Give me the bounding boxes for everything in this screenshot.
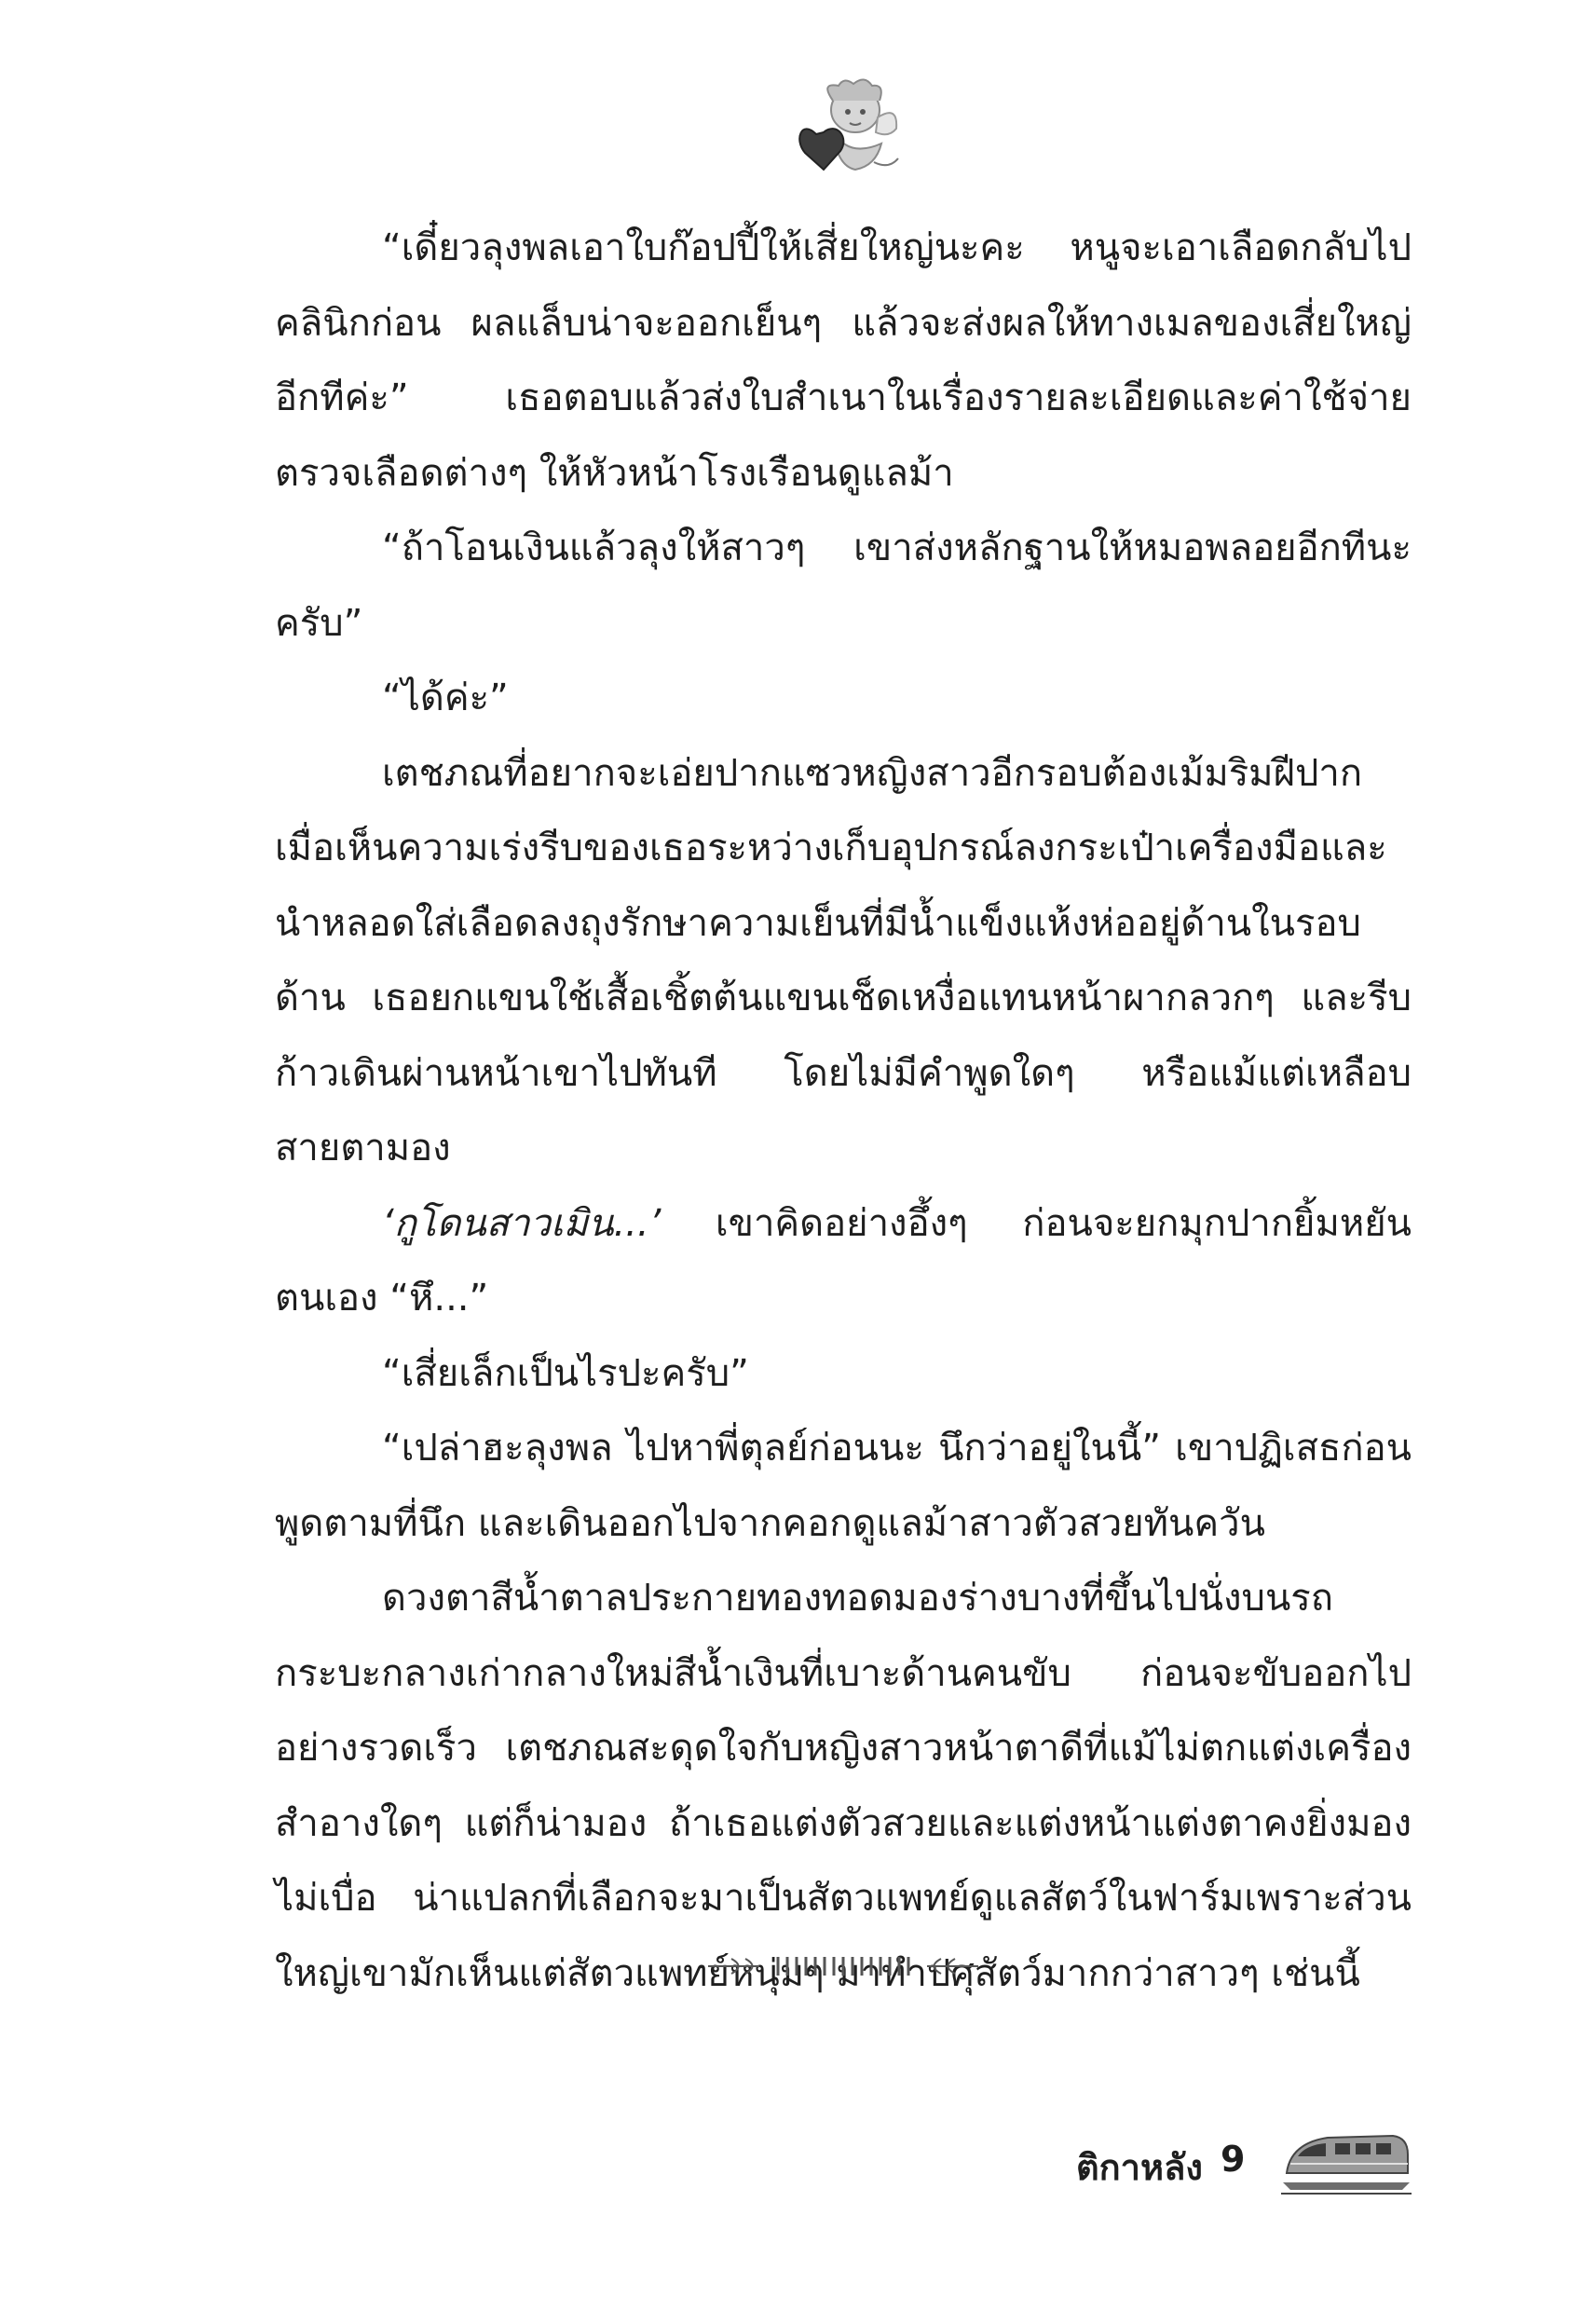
book-title: ติกาหลัง xyxy=(1076,2147,1203,2188)
paragraph-4: เตชภณที่อยากจะเอ่ยปากแซวหญิงสาวอีกรอบต้องเม้มริมฝีปากเมื่อเห็นความเร่งรีบของเธอระหว่างเก็บอุปกรณ์ลงกระเป๋าเครื่องมือและนำหลอดใส่เลือดลงถุงรักษาความเย็นที่มีน้ำแข็งแห้งห่ออยู่ด้านในรอบด้าน เธอยกแขนใช้เสื้อเชิ้ตต้นแขนเช็ดเหงื่อแทนหน้าผากลวกๆ และรีบก้าวเดินผ่านหน้าเขาไปทันที โดยไม่มีคำพูดใดๆ หรือแม้แต่เหลือบสายตามอง xyxy=(275,751,1412,1169)
paragraph-5 xyxy=(275,1186,1412,1336)
paragraph-7: “เปล่าฮะลุงพล ไปหาพี่ตุลย์ก่อนนะ นึกว่าอยู่ในนี้” เขาปฏิเสธก่อนพูดตามที่นึก และเดินออกไปจากคอกดูแลม้าสาวตัวสวยทันควัน xyxy=(275,1427,1412,1545)
paragraph-1: “เดี๋ยวลุงพลเอาใบก๊อปปี้ให้เสี่ยใหญ่นะคะ หนูจะเอาเลือดกลับไปคลินิกก่อน ผลแล็บน่าจะออกเย็นๆ แล้วจะส่งผลให้ทางเมลของเสี่ยใหญ่อีกทีค่ะ” เธอตอบแล้วส่งใบสำเนาในเรื่องรายละเอียดและค่าใช้จ่ายตรวจเลือดต่างๆ ให้หัวหน้าโรงเรือนดูแลม้า xyxy=(275,226,1412,495)
paragraph-5-rest: เขาคิดอย่างอึ้งๆ ก่อนจะยกมุกปากยิ้มหยันตนเอง “หึ...” xyxy=(275,1201,1412,1320)
paragraph-2: “ถ้าโอนเงินแล้วลุงให้สาวๆ เขาส่งหลักฐานให้หมอพลอยอีกทีนะครับ” xyxy=(275,526,1412,645)
paragraph-6: “เสี่ยเล็กเป็นไรปะครับ” xyxy=(382,1351,749,1395)
ornament-divider-icon xyxy=(703,1948,983,1985)
train-icon xyxy=(1281,2126,1412,2196)
inner-thought: ‘กูโดนสาวเมิน...’ xyxy=(382,1201,662,1245)
story-text xyxy=(275,211,1412,2011)
paragraph-3: “ได้ค่ะ” xyxy=(382,677,509,719)
paragraph-8: ดวงตาสีน้ำตาลประกายทองทอดมองร่างบางที่ขึ้นไปนั่งบนรถกระบะกลางเก่ากลางใหม่สีน้ำเงินที่เบาะด้านคนขับ ก่อนจะขับออกไปอย่างรวดเร็ว เตชภณสะดุดใจกับหญิงสาวหน้าตาดีที่แม้ไม่ตกแต่งเครื่องสำอางใดๆ แต่ก็น่ามอง ถ้าเธอแต่งตัวสวยและแต่งหน้าแต่งตาคงยิ่งมองไม่เบื่อ น่าแปลกที่เลือกจะมาเป็นสัตวแพทย์ดูแลสัตว์ในฟาร์มเพราะส่วนใหญ่เขามักเห็นแต่สัตวแพทย์หนุ่มๆ มาทำปศุสัตว์มากกว่าสาวๆ เช่นนี้ xyxy=(275,1577,1412,1995)
page-number: 9 xyxy=(1221,2139,1246,2180)
cherub-heart-icon xyxy=(792,73,904,175)
